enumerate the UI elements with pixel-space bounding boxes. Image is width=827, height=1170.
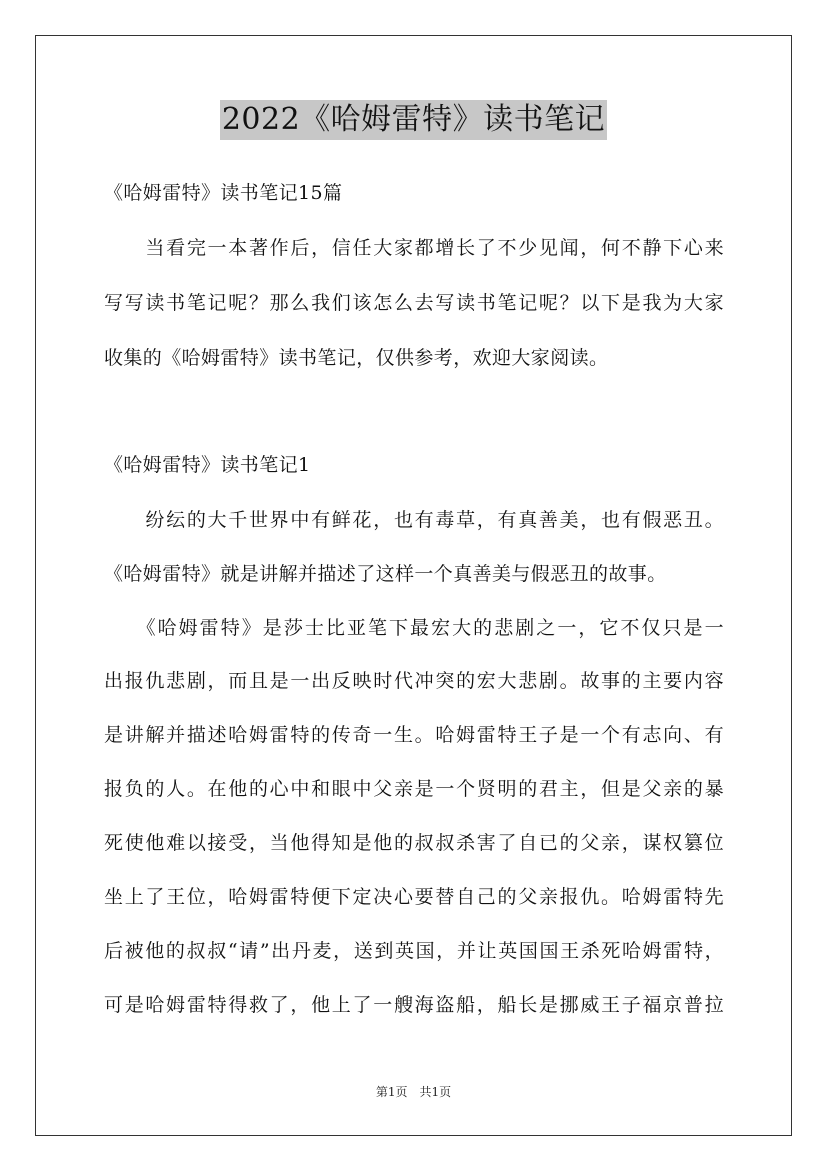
intro-line-3: 收集的《哈姆雷特》读书笔记，仅供参考，欢迎大家阅读。 (104, 347, 609, 369)
document-subtitle: 《哈姆雷特》读书笔记15篇 (104, 182, 343, 204)
body-line-10: 可是哈姆雷特得救了，他上了一艘海盗船，船长是挪威王子福京普拉 (104, 994, 724, 1016)
section-heading: 《哈姆雷特》读书笔记1 (104, 454, 311, 476)
body-line-8: 坐上了王位，哈姆雷特便下定决心要替自己的父亲报仇。哈姆雷特先 (104, 886, 724, 908)
body-line-6: 报负的人。在他的心中和眼中父亲是一个贤明的君主，但是父亲的暴 (104, 778, 724, 800)
body-line-3: 《哈姆雷特》是莎士比亚笔下最宏大的悲剧之一，它不仅只是一 (104, 617, 724, 639)
body-line-7: 死使他难以接受，当他得知是他的叔叔杀害了自已的父亲，谋权篡位 (104, 832, 724, 854)
body-line-5: 是讲解并描述哈姆雷特的传奇一生。哈姆雷特王子是一个有志向、有 (104, 724, 724, 746)
body-line-2: 《哈姆雷特》就是讲解并描述了这样一个真善美与假恶丑的故事。 (104, 563, 667, 585)
body-line-4: 出报仇悲剧，而且是一出反映时代冲突的宏大悲剧。故事的主要内容 (104, 670, 724, 692)
page-footer: 第1页 共1页 (375, 1085, 452, 1099)
intro-line-1: 当看完一本著作后，信任大家都增长了不少见闻，何不静下心来 (104, 237, 724, 259)
title-container (0, 100, 827, 140)
document-title: 2022《哈姆雷特》读书笔记 (220, 100, 607, 140)
body-line-9: 后被他的叔叔“请”出丹麦，送到英国，并让英国国王杀死哈姆雷特， (104, 940, 724, 962)
intro-line-2: 写写读书笔记呢？那么我们该怎么去写读书笔记呢？以下是我为大家 (104, 292, 724, 314)
body-line-1: 纷纭的大千世界中有鲜花，也有毒草，有真善美，也有假恶丑。 (104, 509, 724, 531)
